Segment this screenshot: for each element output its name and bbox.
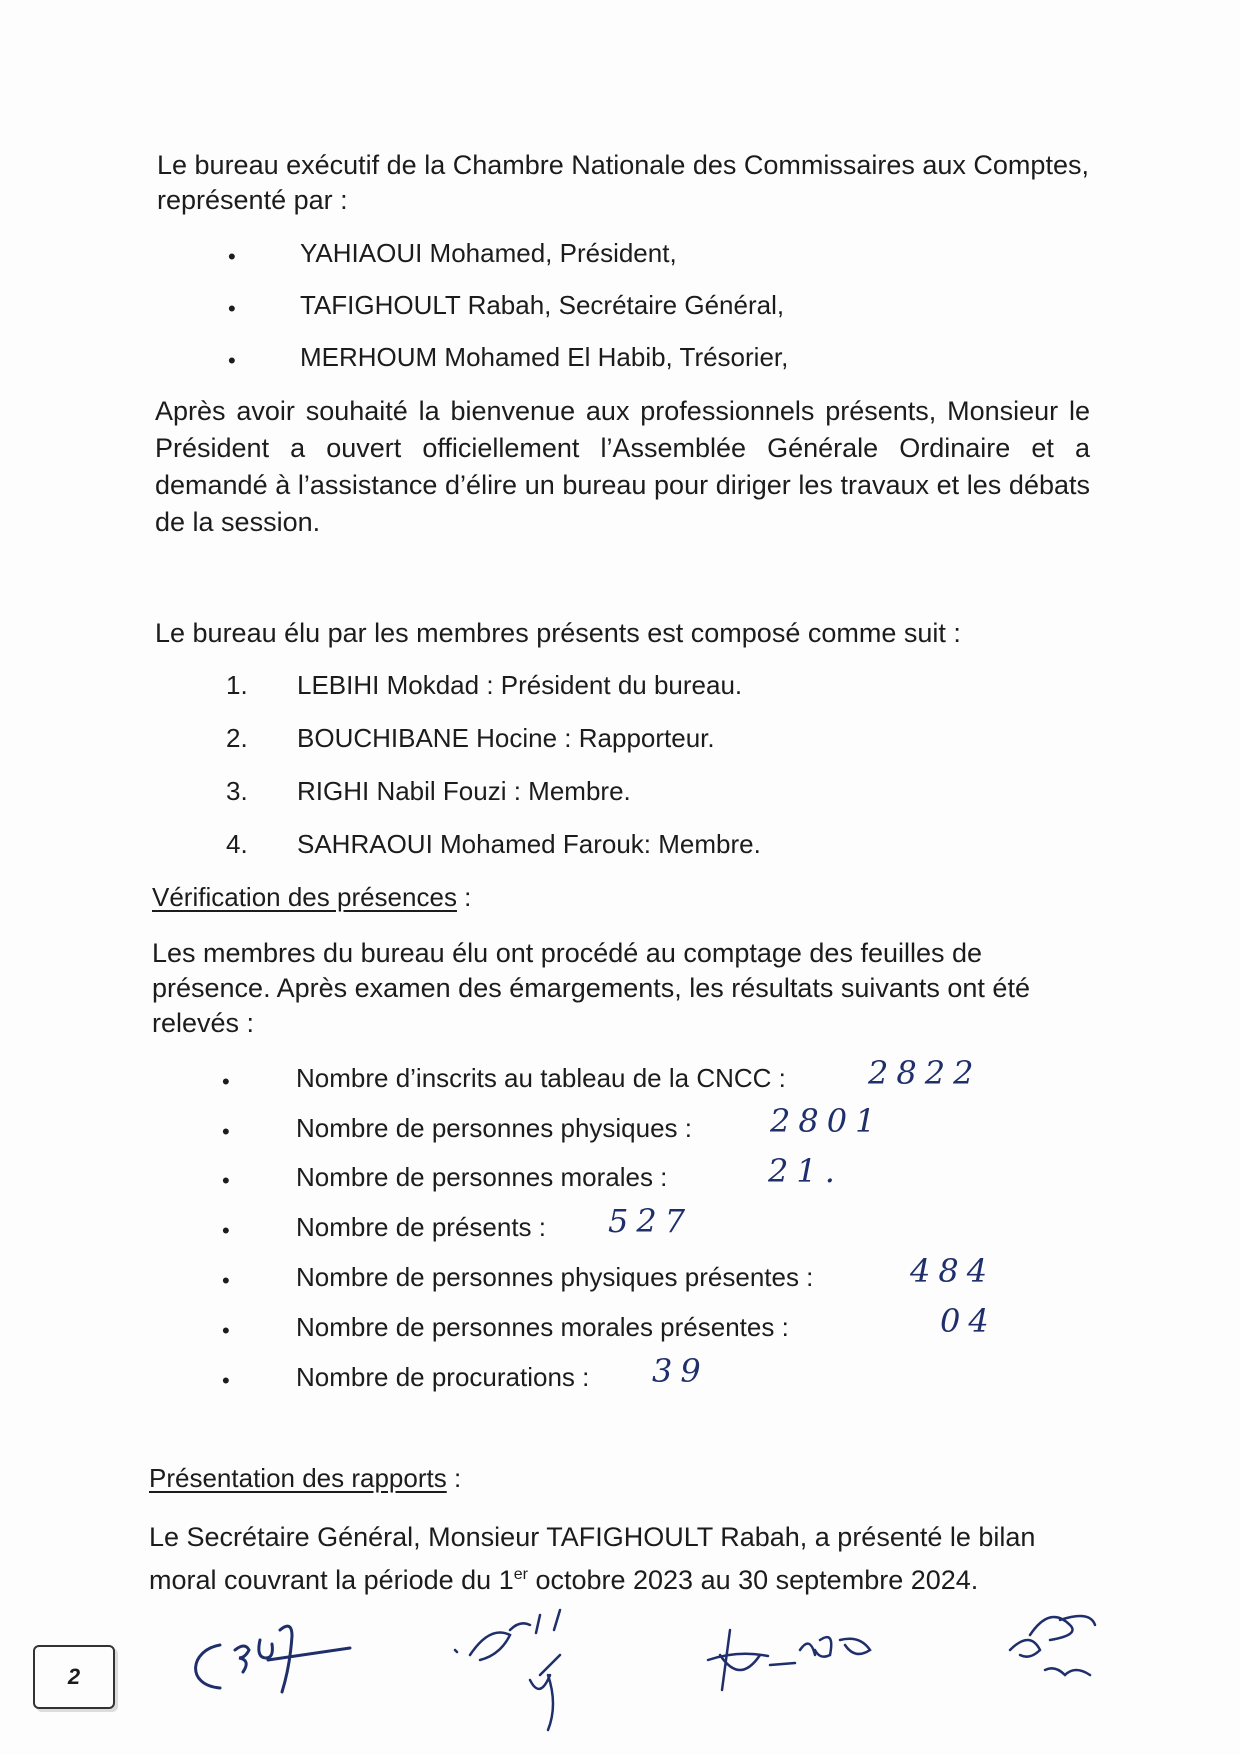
count-label: Nombre d’inscrits au tableau de la CNCC : — [296, 1063, 786, 1093]
opening-paragraph: Après avoir souhaité la bienvenue aux professionnels présents, Monsieur le Président a ouvert officiellement l’Assemblée Générale Ordinaire et a demandé à l’assistance d’élire un bureau pour diriger les travaux et les débats de la session. — [155, 396, 1090, 537]
count-value-handwritten: 2822 — [868, 1054, 982, 1092]
count-value-handwritten: 21. — [768, 1152, 843, 1190]
verification-title: Vérification des présences — [152, 882, 457, 912]
elected-member: BOUCHIBANE Hocine : Rapporteur. — [297, 723, 715, 753]
executive-item: TAFIGHOULT Rabah, Secrétaire Général, — [300, 290, 785, 320]
bullet: • — [222, 1069, 230, 1094]
signature-4 — [990, 1600, 1110, 1690]
count-label: Nombre de personnes morales présentes : — [296, 1312, 789, 1342]
heading-colon: : — [446, 1463, 462, 1493]
executive-item: MERHOUM Mohamed El Habib, Trésorier, — [300, 342, 789, 372]
count-label: Nombre de personnes physiques : — [296, 1113, 693, 1143]
elected-member: LEBIHI Mokdad : Président du bureau. — [297, 670, 743, 700]
list-number: 3. — [226, 776, 248, 806]
elected-member: SAHRAOUI Mohamed Farouk: Membre. — [297, 829, 761, 859]
reports-text-end: octobre 2023 au 30 septembre 2024. — [527, 1565, 979, 1595]
bullet: • — [222, 1168, 230, 1193]
bullet: • — [228, 244, 236, 269]
page-number: 2 — [67, 1664, 81, 1689]
count-label: Nombre de personnes morales : — [296, 1162, 668, 1192]
verification-paragraph: Les membres du bureau élu ont procédé au comptage des feuilles de présence. Après examen des émargements, les résultats suivants ont été relevés : — [152, 938, 1030, 1038]
signature-1 — [180, 1610, 380, 1720]
signature-3 — [700, 1610, 890, 1700]
count-value-handwritten: 39 — [652, 1352, 709, 1390]
count-label: Nombre de présents : — [296, 1212, 547, 1242]
bullet: • — [222, 1318, 230, 1343]
bullet: • — [222, 1368, 230, 1393]
count-value-handwritten: 484 — [910, 1252, 996, 1290]
count-value-handwritten: 04 — [940, 1302, 997, 1340]
ordinal-suffix: er — [513, 1566, 528, 1583]
executive-item: YAHIAOUI Mohamed, Président, — [300, 238, 677, 268]
reports-paragraph — [149, 1519, 1094, 1599]
bullet: • — [228, 348, 236, 373]
reports-text-start: Le Secrétaire Général, Monsieur TAFIGHOULT Rabah, a présenté le bilan moral couvrant la période du 1 — [149, 1522, 1036, 1595]
heading-colon: : — [456, 882, 472, 912]
count-value-handwritten: 2801 — [770, 1102, 884, 1140]
count-label: Nombre de personnes physiques présentes : — [296, 1262, 814, 1292]
list-number: 1. — [226, 670, 248, 700]
elected-member: RIGHI Nabil Fouzi : Membre. — [297, 776, 631, 806]
signature-2 — [440, 1595, 620, 1735]
elected-intro: Le bureau élu par les membres présents est composé comme suit : — [155, 618, 961, 648]
bullet: • — [222, 1268, 230, 1293]
list-number: 2. — [226, 723, 248, 753]
bullet: • — [228, 296, 236, 321]
count-label: Nombre de procurations : — [296, 1362, 590, 1392]
list-number: 4. — [226, 829, 248, 859]
reports-heading — [149, 1463, 461, 1494]
reports-title: Présentation des rapports — [149, 1463, 447, 1493]
bullet: • — [222, 1218, 230, 1243]
intro-paragraph: Le bureau exécutif de la Chambre Nationale des Commissaires aux Comptes, représenté par : — [157, 150, 1089, 215]
page-number-box — [33, 1645, 115, 1709]
count-value-handwritten: 527 — [608, 1202, 694, 1240]
verification-heading — [152, 882, 471, 913]
bullet: • — [222, 1119, 230, 1144]
